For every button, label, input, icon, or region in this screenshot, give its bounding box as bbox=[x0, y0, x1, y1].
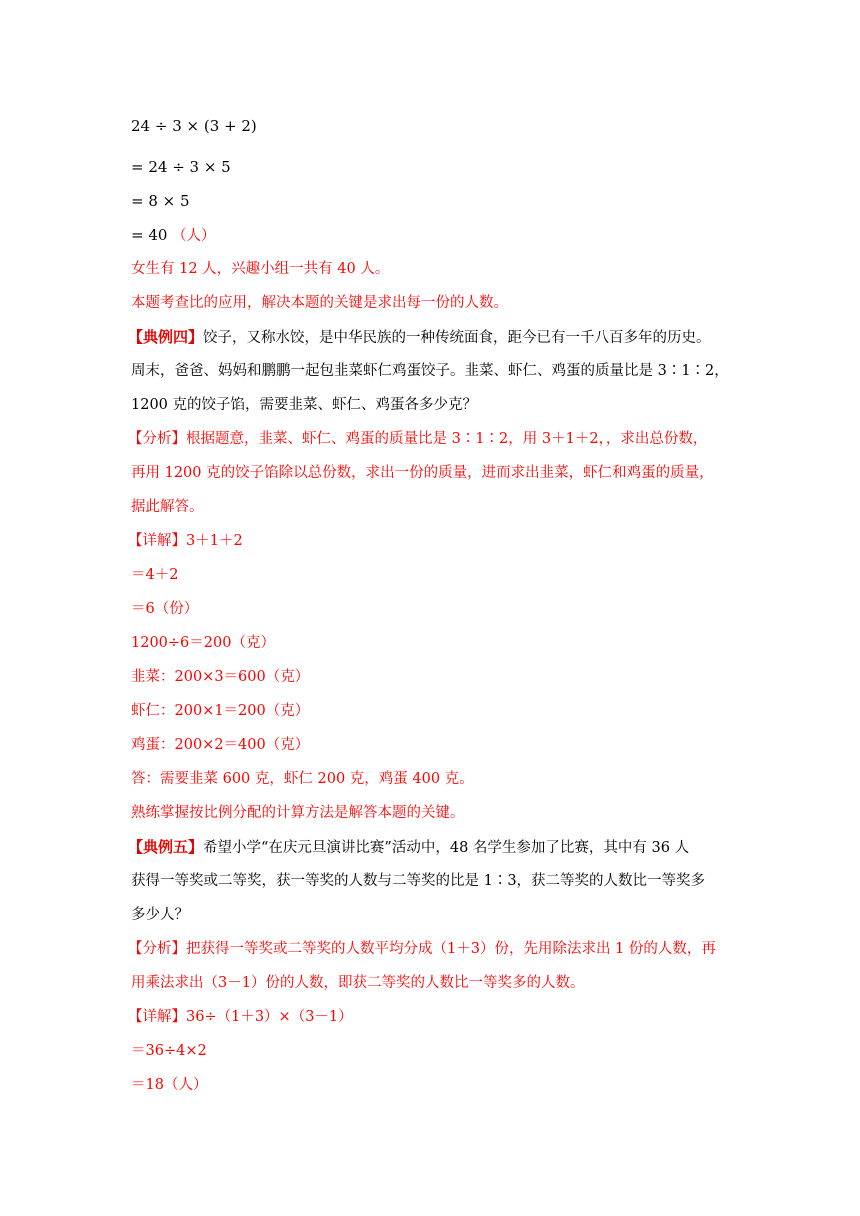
example4-key-point: 熟练掌握按比例分配的计算方法是解答本题的关键。 bbox=[131, 805, 465, 821]
example5-question-line-3: 多少人？ bbox=[131, 907, 189, 923]
example5-solution-line-3: ＝18（人） bbox=[131, 1077, 208, 1093]
example4-question-line-1 bbox=[128, 327, 711, 348]
example4-solution-line-2: ＝4＋2 bbox=[131, 567, 179, 583]
example5-solution-line-1: 【详解】36÷（1＋3）×（3－1） bbox=[128, 1009, 353, 1025]
answer-sentence: 女生有 12 人，兴趣小组一共有 40 人。 bbox=[131, 261, 390, 277]
example4-solution-line-3: ＝6（份） bbox=[131, 601, 199, 617]
example4-question-text-1: 饺子，又称水饺，是中华民族的一种传统面食，距今已有一千八百多年的历史。 bbox=[203, 330, 711, 346]
math-line-4 bbox=[131, 225, 216, 246]
example4-analysis-line-1: 【分析】根据题意，韭菜、虾仁、鸡蛋的质量比是 3∶1∶2，用 3＋1＋2，，求出总份数， bbox=[128, 431, 708, 447]
example4-analysis-line-2: 再用 1200 克的饺子馅除以总份数，求出一份的质量，进而求出韭菜，虾仁和鸡蛋的质量， bbox=[131, 465, 714, 481]
example5-analysis-line-1: 【分析】把获得一等奖或二等奖的人数平均分成（1＋3）份，先用除法求出 1 份的人数，再 bbox=[128, 941, 716, 957]
example4-solution-line-5: 韭菜：200×3＝600（克） bbox=[131, 669, 310, 685]
example5-question-line-2: 获得一等奖或二等奖，获一等奖的人数与二等奖的比是 1∶3，获二等奖的人数比一等奖多 bbox=[131, 873, 706, 889]
example5-solution-line-2: ＝36÷4×2 bbox=[131, 1043, 207, 1059]
math-line-4-value: = 40 bbox=[131, 226, 168, 244]
example4-solution-line-4: 1200÷6＝200（克） bbox=[131, 635, 275, 651]
example4-solution-line-1: 【详解】3＋1＋2 bbox=[128, 533, 243, 549]
example4-tag: 【典例四】 bbox=[128, 328, 204, 346]
example4-answer: 答：需要韭菜 600 克，虾仁 200 克，鸡蛋 400 克。 bbox=[131, 771, 474, 787]
key-point-note: 本题考查比的应用，解决本题的关键是求出每一份的人数。 bbox=[131, 295, 508, 311]
math-line-1: 24 ÷ 3 × (3 + 2) bbox=[131, 117, 257, 135]
example5-tag: 【典例五】 bbox=[128, 838, 204, 856]
example4-question-line-2: 周末，爸爸、妈妈和鹏鹏一起包韭菜虾仁鸡蛋饺子。韭菜、虾仁、鸡蛋的质量比是 3∶1∶2， bbox=[131, 363, 729, 379]
example5-question-line-1 bbox=[128, 837, 689, 858]
example5-analysis-line-2: 用乘法求出（3－1）份的人数，即获二等奖的人数比一等奖多的人数。 bbox=[131, 975, 585, 991]
math-line-2: = 24 ÷ 3 × 5 bbox=[131, 158, 231, 176]
math-line-3: = 8 × 5 bbox=[131, 192, 190, 210]
example4-analysis-line-3: 据此解答。 bbox=[131, 499, 204, 515]
example5-question-text-1: 希望小学“在庆元旦演讲比赛”活动中，48 名学生参加了比赛，其中有 36 人 bbox=[203, 840, 690, 856]
example4-solution-line-7: 鸡蛋：200×2＝400（克） bbox=[131, 737, 310, 753]
example4-question-line-3: 1200 克的饺子馅，需要韭菜、虾仁、鸡蛋各多少克？ bbox=[131, 397, 478, 413]
example4-solution-line-6: 虾仁：200×1＝200（克） bbox=[131, 703, 310, 719]
math-line-4-unit: （人） bbox=[172, 228, 216, 244]
